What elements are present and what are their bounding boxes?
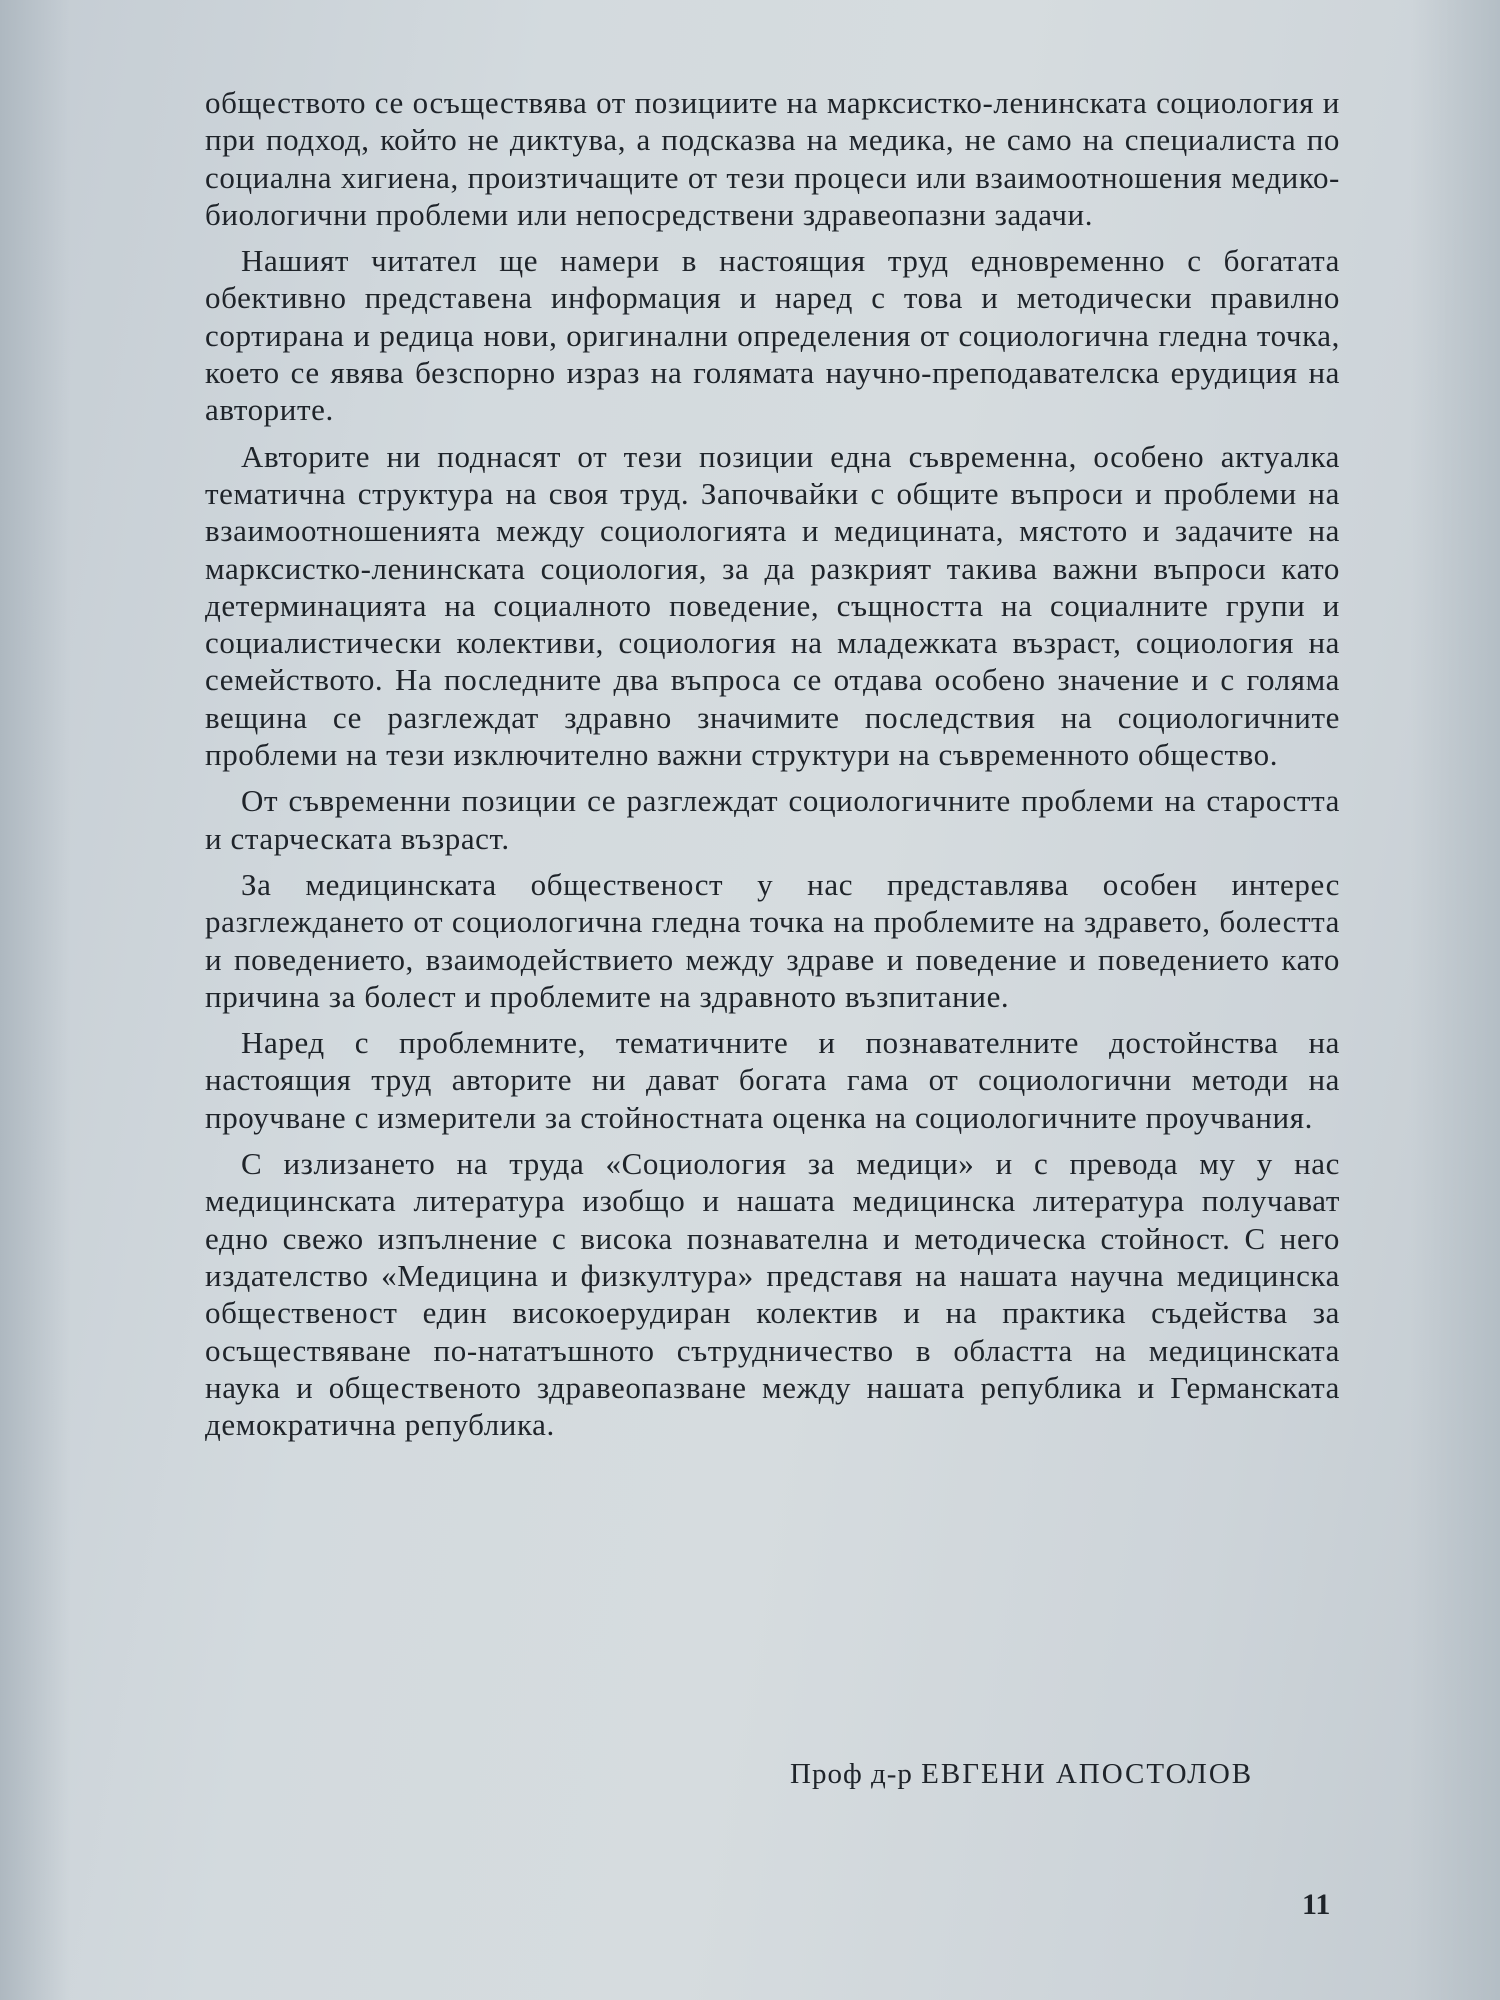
signature-name: ЕВГЕНИ АПОСТОЛОВ [921,1758,1254,1790]
paragraph-4: От съвременни позиции се разглеждат социологичните проблеми на старостта и старческата възраст. [205,783,1340,856]
page-gutter-shadow [0,0,70,2000]
paragraph-7: С излизането на труда «Социология за медици» и с превода му у нас медицинската литература изобщо и нашата медицинска литература получават едно свежо изпълнение с висока познавателна и методическа стойност. С него издателство «Медицина и физкултура» представя на нашата научна медицинска общественост един високоерудиран колектив и на практика съдейства за осъществяване по-нататъшното сътрудничество в областта на медицинската наука и общественото здравеопазване между нашата република и Германската демократична република. [205,1146,1340,1443]
signature-title: Проф д-р [790,1758,913,1790]
paragraph-5: За медицинската общественост у нас представлява особен интерес разглеждането от социологична гледна точка на проблемите на здравето, болестта и поведението, взаимодействието между здраве и поведение и поведението като причина за болест и проблемите на здравното възпитание. [205,866,1340,1014]
paragraph-3: Авторите ни поднасят от тези позиции една съвременна, особено актуалка тематична структура на своя труд. Започвайки с общите въпроси и проблеми на взаимоотношенията между социологията и медицината, мястото и задачите на марксистко-ленинската социология, за да разкрият такива важни въпроси като детерминацията на социалното поведение, същността на социалните групи и социалистически колективи, социология на младежката възраст, социология на семейството. На последните два въпроса се отдава особено значение и с голяма вещина се разглеждат здравно значимите последствия на социологичните проблеми на тези изключително важни структури на съвременното общество. [205,438,1340,773]
paragraph-2: Нашият читател ще намери в настоящия труд едновременно с богатата обективно представена информация и наред с това и методически правилно сортирана и редица нови, оригинални определения от социологична гледна точка, което се явява безспорно израз на голямата научно-преподавателска ерудиция на авторите. [205,243,1340,428]
paragraph-6: Наред с проблемните, тематичните и познавателните достойнства на настоящия труд авторите ни дават богата гама от социологични методи на проучване с измерители за стойностната оценка на социологичните проучвания. [205,1025,1340,1135]
author-signature [790,1758,1253,1791]
paragraph-1: обществото се осъществява от позициите на марксистко-ленинската социология и при подход, който не диктува, а подсказва на медика, не само на специалиста по социална хигиена, произтичащите от тези процеси или взаимоотношения медико-биологични проблеми или непосредствени здравеопазни задачи. [205,85,1340,232]
page-edge-shadow [1410,0,1500,2000]
body-text [205,84,1340,1452]
page-number: 11 [1302,1888,1331,1921]
